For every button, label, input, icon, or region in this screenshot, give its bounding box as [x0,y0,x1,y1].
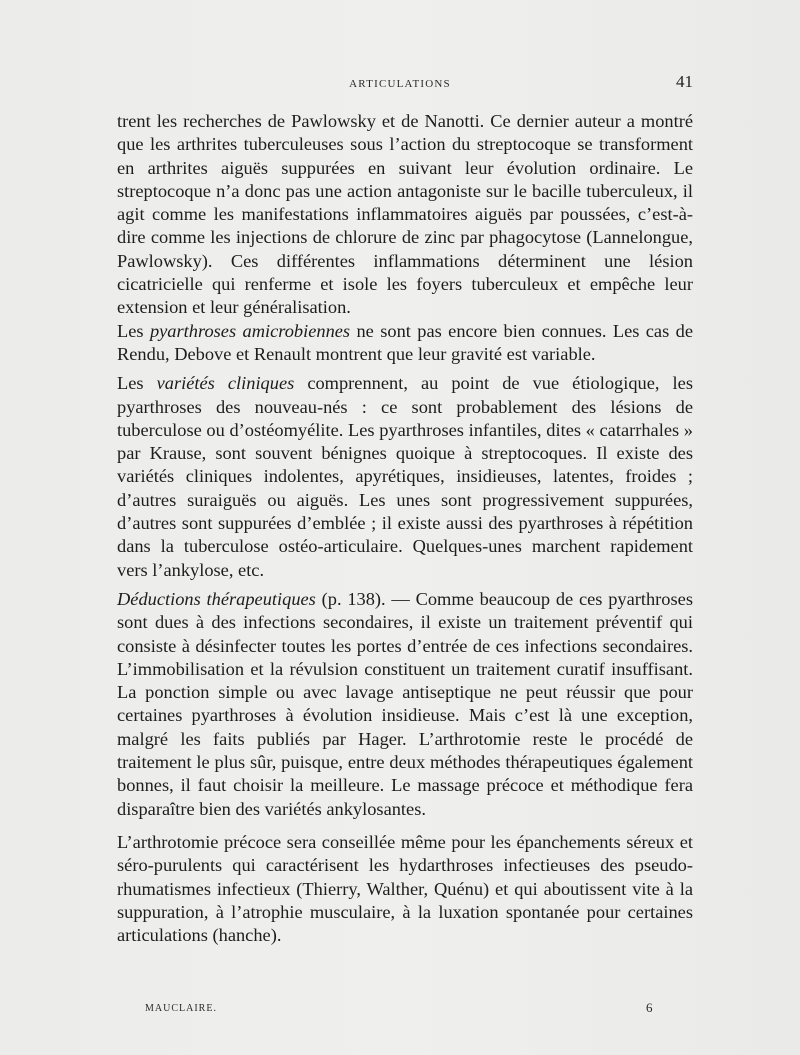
paragraph-4-rest: (p. 138). — Comme beaucoup de ces pyarthroses sont dues à des infections secondaires, il existe un traitement préventif qui consiste à désinfecter toutes les portes d’entrée de ces infections secondaires. L’immobilisation et la révulsion constituent un traitement curatif insuffisant. La ponction simple ou avec lavage antiseptique ne peut réussir que pour certaines pyarthroses à évolution insidieuse. Mais c’est là une exception, malgré les faits publiés par Hager. L’arthrotomie reste le procédé de traitement le plus sûr, puisque, entre deux méthodes thérapeutiques également bonnes, il faut choisir la meilleure. Le massage précoce et méthodique fera disparaître bien des variétés ankylosantes. [117,588,693,819]
paragraph-2-lead: Les [117,320,144,341]
page-number: 41 [676,72,693,91]
paragraph-2-rest: ne sont pas encore bien connues. Les cas de Rendu, Debove et Renault montrent que leur gravité est variable. [117,320,693,364]
paragraph-3 [117,372,693,582]
paragraph-3-italic: variétés cliniques [156,373,295,394]
footer-signature-mark: 6 [646,1000,653,1015]
paragraph-3-rest: comprennent, au point de vue étiologique, les pyarthroses des nouveau-nés : ce sont probablement des lésions de tuberculose ou d’ostéomyélite. Les pyarthroses infantiles, dites « catarrhales » par Krause, sont souvent bénignes quoique à streptocoques. Il existe des variétés cliniques indolentes, apyrétiques, insidieuses, latentes, froides ; d’autres suraiguës ou aiguës. Les unes sont progressivement suppurées, d’autres sont suppurées d’emblée ; il existe aussi des pyarthroses à répétition dans la tuberculose ostéo-articulaire. Quelques-unes marchent rapidement vers l’ankylose, etc. [117,373,693,580]
paragraph-4-italic: Déductions thérapeutiques [117,588,316,609]
paragraph-2 [117,320,693,367]
running-title: ARTICULATIONS [349,78,451,90]
paragraph-2-italic: pyarthroses amicrobiennes [149,320,351,341]
body-text [117,110,693,947]
paragraph-4 [117,588,693,821]
paragraph-3-lead: Les [117,373,144,394]
paragraph-1: trent les recherches de Pawlowsky et de Nanotti. Ce dernier auteur a montré que les arthrites tuberculeuses sous l’action du streptocoque se transforment en arthrites aiguës suppurées en suivant leur évolution ordinaire. Le streptocoque n’a donc pas une action antagoniste sur le bacille tuberculeux, il agit comme les manifestations inflammatoires aiguës par poussées, c’est-à-dire comme les injections de chlorure de zinc par phagocytose (Lannelongue, Pawlowsky). Ces différentes inflammations déterminent une lésion cicatricielle qui renferme et isole les foyers tuberculeux et empêche leur extension et leur généralisation. [117,111,693,318]
paragraph-5: L’arthrotomie précoce sera conseillée même pour les épanchements séreux et séro-purulents qui caractérisent les hydarthroses infectieuses des pseudo-rhumatismes infectieux (Thierry, Walther, Quénu) et qui aboutissent vite à la suppuration, à l’atrophie musculaire, à la luxation spontanée pour certaines articulations (hanche). [117,831,693,946]
footer-author: MAUCLAIRE. [145,1003,217,1014]
